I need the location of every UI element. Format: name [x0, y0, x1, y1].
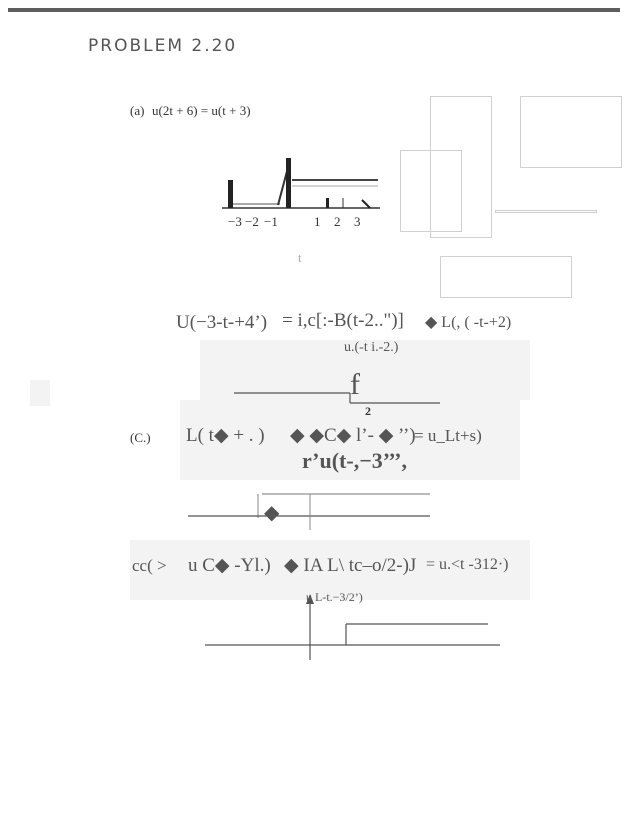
- part-d-expr-right: = u.<t -312·): [426, 556, 509, 573]
- part-d-expr-left: u C◆ -Yl.): [188, 555, 271, 576]
- part-c-graph-mark: ◆: [264, 502, 280, 524]
- part-d-graph-label: u L-t.−3/2’): [306, 590, 363, 604]
- part-c-label: (C.): [130, 430, 151, 445]
- part-c-line2: r’u(t-,−3’’’,: [302, 448, 407, 473]
- part-a-label: (a): [130, 103, 145, 118]
- part-a-equation: u(2t + 6) = u(t + 3): [152, 103, 251, 118]
- axis-mark: t: [298, 250, 302, 265]
- part-b-line1-left: U(−3-t-+4’): [176, 312, 268, 333]
- tick-label: 3: [354, 214, 361, 229]
- part-d-expr-mid: ◆ IA L\ tc–o/2-)J: [284, 555, 417, 576]
- part-d-label: cc( >: [132, 556, 167, 575]
- part-b-line1-mid: = i,c[:-B(t-2..")]: [282, 310, 404, 331]
- part-b-graph-mark: f: [350, 368, 360, 401]
- part-c-expr-mid: ◆ ◆C◆ l’- ◆ ’’): [290, 425, 416, 446]
- tick-label: −3: [228, 214, 242, 229]
- tick-label: −1: [264, 214, 278, 229]
- part-b-graph-tick: 2: [365, 404, 371, 418]
- tick-label: 1: [314, 214, 321, 229]
- part-b-line1-right: ◆ L(, ( -t-+2): [425, 314, 512, 331]
- tick-label: 2: [334, 214, 341, 229]
- part-c-expr-right: = u_Lt+s): [414, 426, 482, 445]
- part-c-expr-left: L( t◆ + . ): [186, 425, 265, 446]
- part-b-line2: u.(-t i.-2.): [344, 340, 399, 355]
- tick-label: −2: [245, 214, 259, 229]
- problem-title: PROBLEM 2.20: [88, 36, 238, 56]
